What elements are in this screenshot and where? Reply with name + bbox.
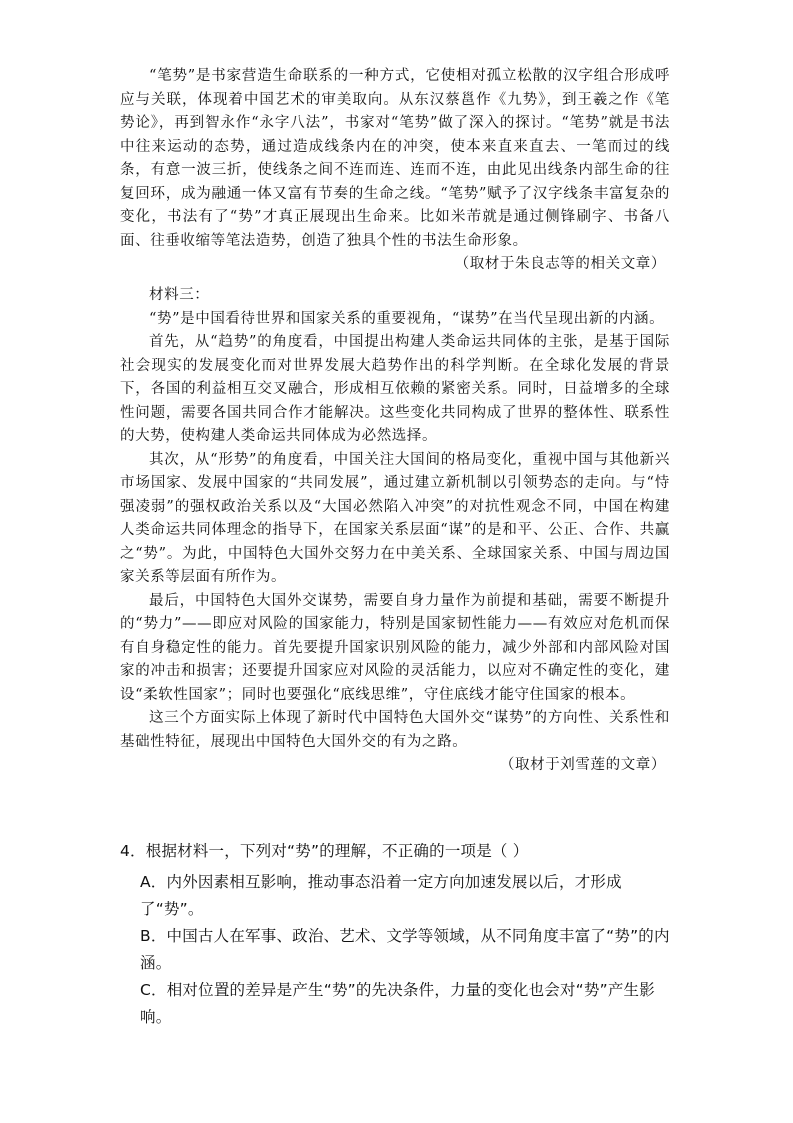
material-three-paragraph-1: “势”是中国看待世界和国家关系的重要视角，“谋势”在当代呈现出新的内涵。	[149, 310, 665, 327]
question-4-option-a[interactable]: A．内外因素相互影响，推动事态沿着一定方向加速发展以后，才形成了“势”。	[140, 873, 622, 918]
material-three-paragraph-3: 其次，从“形势”的角度看，中国关注大国间的格局变化，重视中国与其他新兴市场国家、发展中国家的“共同发展”，通过建立新机制以引领势态的走向。与“恃强凌弱”的强权政治关系以及“大国必然陷入冲突”的对抗性观念不同，中国在构建人类命运共同体理念的指导下，在国家关系层面“谋”的是和平、公正、合作、共赢之“势”。为此，中国特色大国外交努力在中美关系、全球国家关系、中国与周边国家关系等层面有所作为。	[120, 451, 670, 585]
material-three-label: 材料三：	[149, 287, 210, 303]
material-three-paragraph-2: 首先，从“趋势”的角度看，中国提出构建人类命运共同体的主张，是基于国际社会现实的发展变化而对世界发展大趋势作出的科学判断。在全球化发展的背景下，各国的利益相互交叉融合，形成相互依赖的紧密关系。同时，日益增多的全球性问题，需要各国共同合作才能解决。这些变化共同构成了世界的整体性、联系性的大势，使构建人类命运共同体成为必然选择。	[120, 334, 670, 444]
material-three-source: （取材于刘雪莲的文章）	[499, 757, 666, 773]
material-two-source: （取材于朱良志等的相关文章）	[454, 256, 666, 272]
question-4-option-c[interactable]: C．相对位置的差异是产生“势”的先决条件，力量的变化也会对“势”产生影响。	[140, 981, 655, 1026]
material-two-section	[120, 65, 670, 277]
question-4-option-b[interactable]: B．中国古人在军事、政治、艺术、文学等领域，从不同角度丰富了“势”的内涵。	[140, 927, 670, 972]
question-4	[120, 838, 680, 1031]
material-three-section	[120, 284, 670, 778]
material-three-paragraph-5: 这三个方面实际上体现了新时代中国特色大国外交“谋势”的方向性、关系性和基础性特征，展现出中国特色大国外交的有为之路。	[120, 710, 670, 750]
question-4-stem: 4．根据材料一，下列对“势”的理解，不正确的一项是（ ）	[120, 842, 529, 860]
material-three-paragraph-4: 最后，中国特色大国外交谋势，需要自身力量作为前提和基础，需要不断提升的“势力”——即应对风险的国家能力，特别是国家韧性能力——有效应对危机而保有自身稳定性的能力。首先要提升国家识别风险的能力，减少外部和内部风险对国家的冲击和损害；还要提升国家应对风险的灵活能力，以应对不确定性的变化，建设“柔软性国家”；同时也要强化“底线思维”，守住底线才能守住国家的根本。	[120, 592, 670, 703]
material-two-paragraph: “笔势”是书家营造生命联系的一种方式，它使相对孤立松散的汉字组合形成呼应与关联，体现着中国艺术的审美取向。从东汉蔡邕作《九势》，到王羲之作《笔势论》，再到智永作“永字八法”，书家对“笔势”做了深入的探讨。“笔势”就是书法中往来运动的态势，通过造成线条内在的冲突，使本来直来直去、一笔而过的线条，有意一波三折，使线条之间不连而连、连而不连，由此见出线条内部生命的往复回环，成为融通一体又富有节奏的生命之线。“笔势”赋予了汉字线条丰富复杂的变化，书法有了“势”才真正展现出生命来。比如米芾就是通过侧锋刷字、书备八面、往垂收缩等笔法造势，创造了独具个性的书法生命形象。	[120, 68, 670, 249]
